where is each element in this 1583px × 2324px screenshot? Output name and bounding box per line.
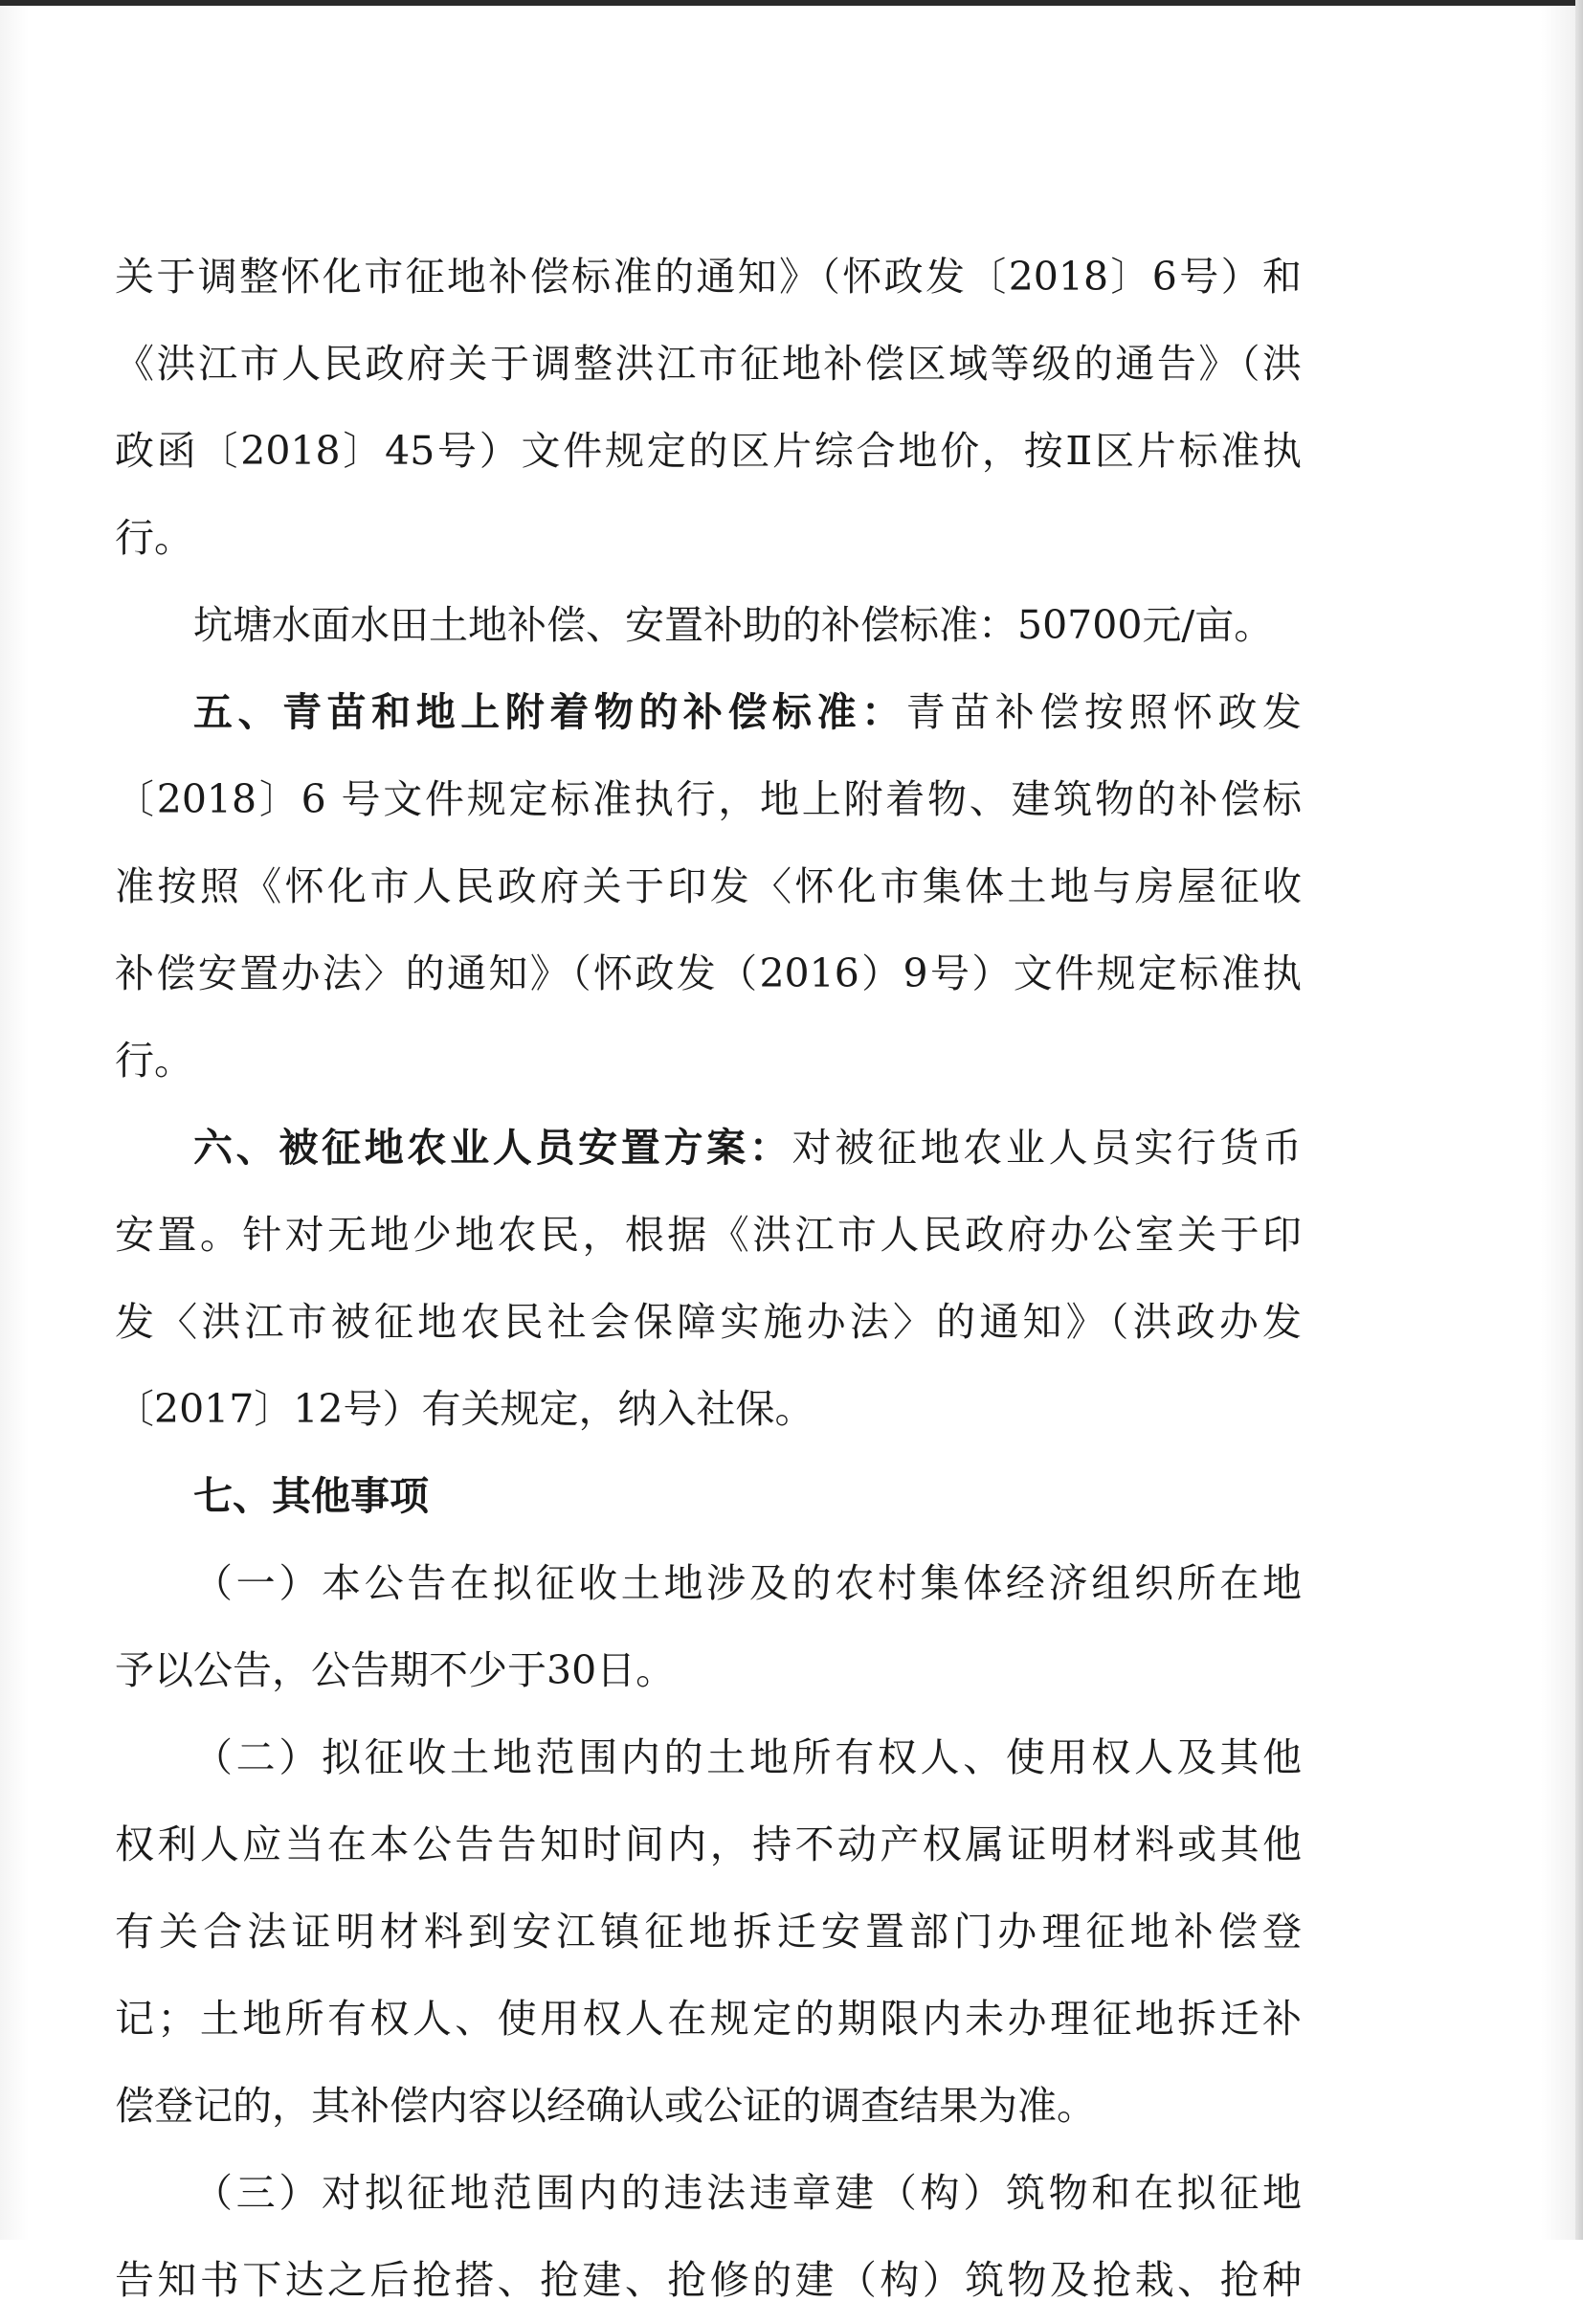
text-line: 权利人应当在本公告告知时间内，持不动产权属证明材料或其他	[115, 1821, 1302, 1867]
text-line: （三）对拟征地范围内的违法违章建（构）筑物和在拟征地	[193, 2170, 1302, 2216]
text-line: 偿登记的，其补偿内容以经确认或公证的调查结果为准。	[115, 2083, 1096, 2129]
text-line: 告知书下达之后抢搭、抢建、抢修的建（构）筑物及抢栽、抢种	[115, 2257, 1302, 2303]
text-line: 政函〔2018〕45号）文件规定的区片综合地价，按Ⅱ区片标准执行。	[115, 428, 1302, 561]
section-6-heading: 六、被征地农业人员安置方案：	[193, 1125, 792, 1171]
text-line: 有关合法证明材料到安江镇征地拆迁安置部门办理征地补偿登	[115, 1909, 1302, 1955]
text-line: 〔2017〕12号）有关规定，纳入社保。	[115, 1386, 814, 1432]
text-line: 补偿安置办法〉的通知》（怀政发（2016）9号）文件规定标准执行。	[115, 950, 1302, 1084]
text-line: 《洪江市人民政府关于调整洪江市征地补偿区域等级的通告》（洪	[115, 341, 1302, 387]
text-line: 发〈洪江市被征地农民社会保障实施办法〉的通知》（洪政办发	[115, 1299, 1302, 1345]
text-line: 〔2018〕6 号文件规定标准执行，地上附着物、建筑物的补偿标	[115, 776, 1302, 822]
text-span: 青苗补偿按照怀政发	[905, 689, 1303, 735]
document-body	[115, 234, 1302, 2324]
text-line: 关于调整怀化市征地补偿标准的通知》（怀政发〔2018〕6号）和	[115, 254, 1302, 300]
text-line: 安置。针对无地少地农民，根据《洪江市人民政府办公室关于印	[115, 1212, 1302, 1258]
section-7-heading: 七、其他事项	[193, 1473, 429, 1519]
text-line: 准按照《怀化市人民政府关于印发〈怀化市集体土地与房屋征收	[115, 863, 1302, 909]
text-span: 对被征地农业人员实行货币	[792, 1125, 1303, 1171]
scan-right-edge	[1575, 0, 1583, 2240]
scan-top-edge	[0, 0, 1583, 6]
section-5-first-line	[115, 669, 1302, 756]
text-line: 坑塘水面水田土地补偿、安置补助的补偿标准：50700元/亩。	[193, 602, 1274, 648]
section-6-first-line	[115, 1105, 1302, 1192]
text-line: （一）本公告在拟征收土地涉及的农村集体经济组织所在地	[193, 1560, 1302, 1606]
text-line: （二）拟征收土地范围内的土地所有权人、使用权人及其他	[193, 1734, 1302, 1780]
text-line: 予以公告，公告期不少于30日。	[115, 1647, 676, 1693]
text-line: 记；土地所有权人、使用权人在规定的期限内未办理征地拆迁补	[115, 1996, 1302, 2042]
section-5-heading: 五、青苗和地上附着物的补偿标准：	[193, 689, 906, 735]
